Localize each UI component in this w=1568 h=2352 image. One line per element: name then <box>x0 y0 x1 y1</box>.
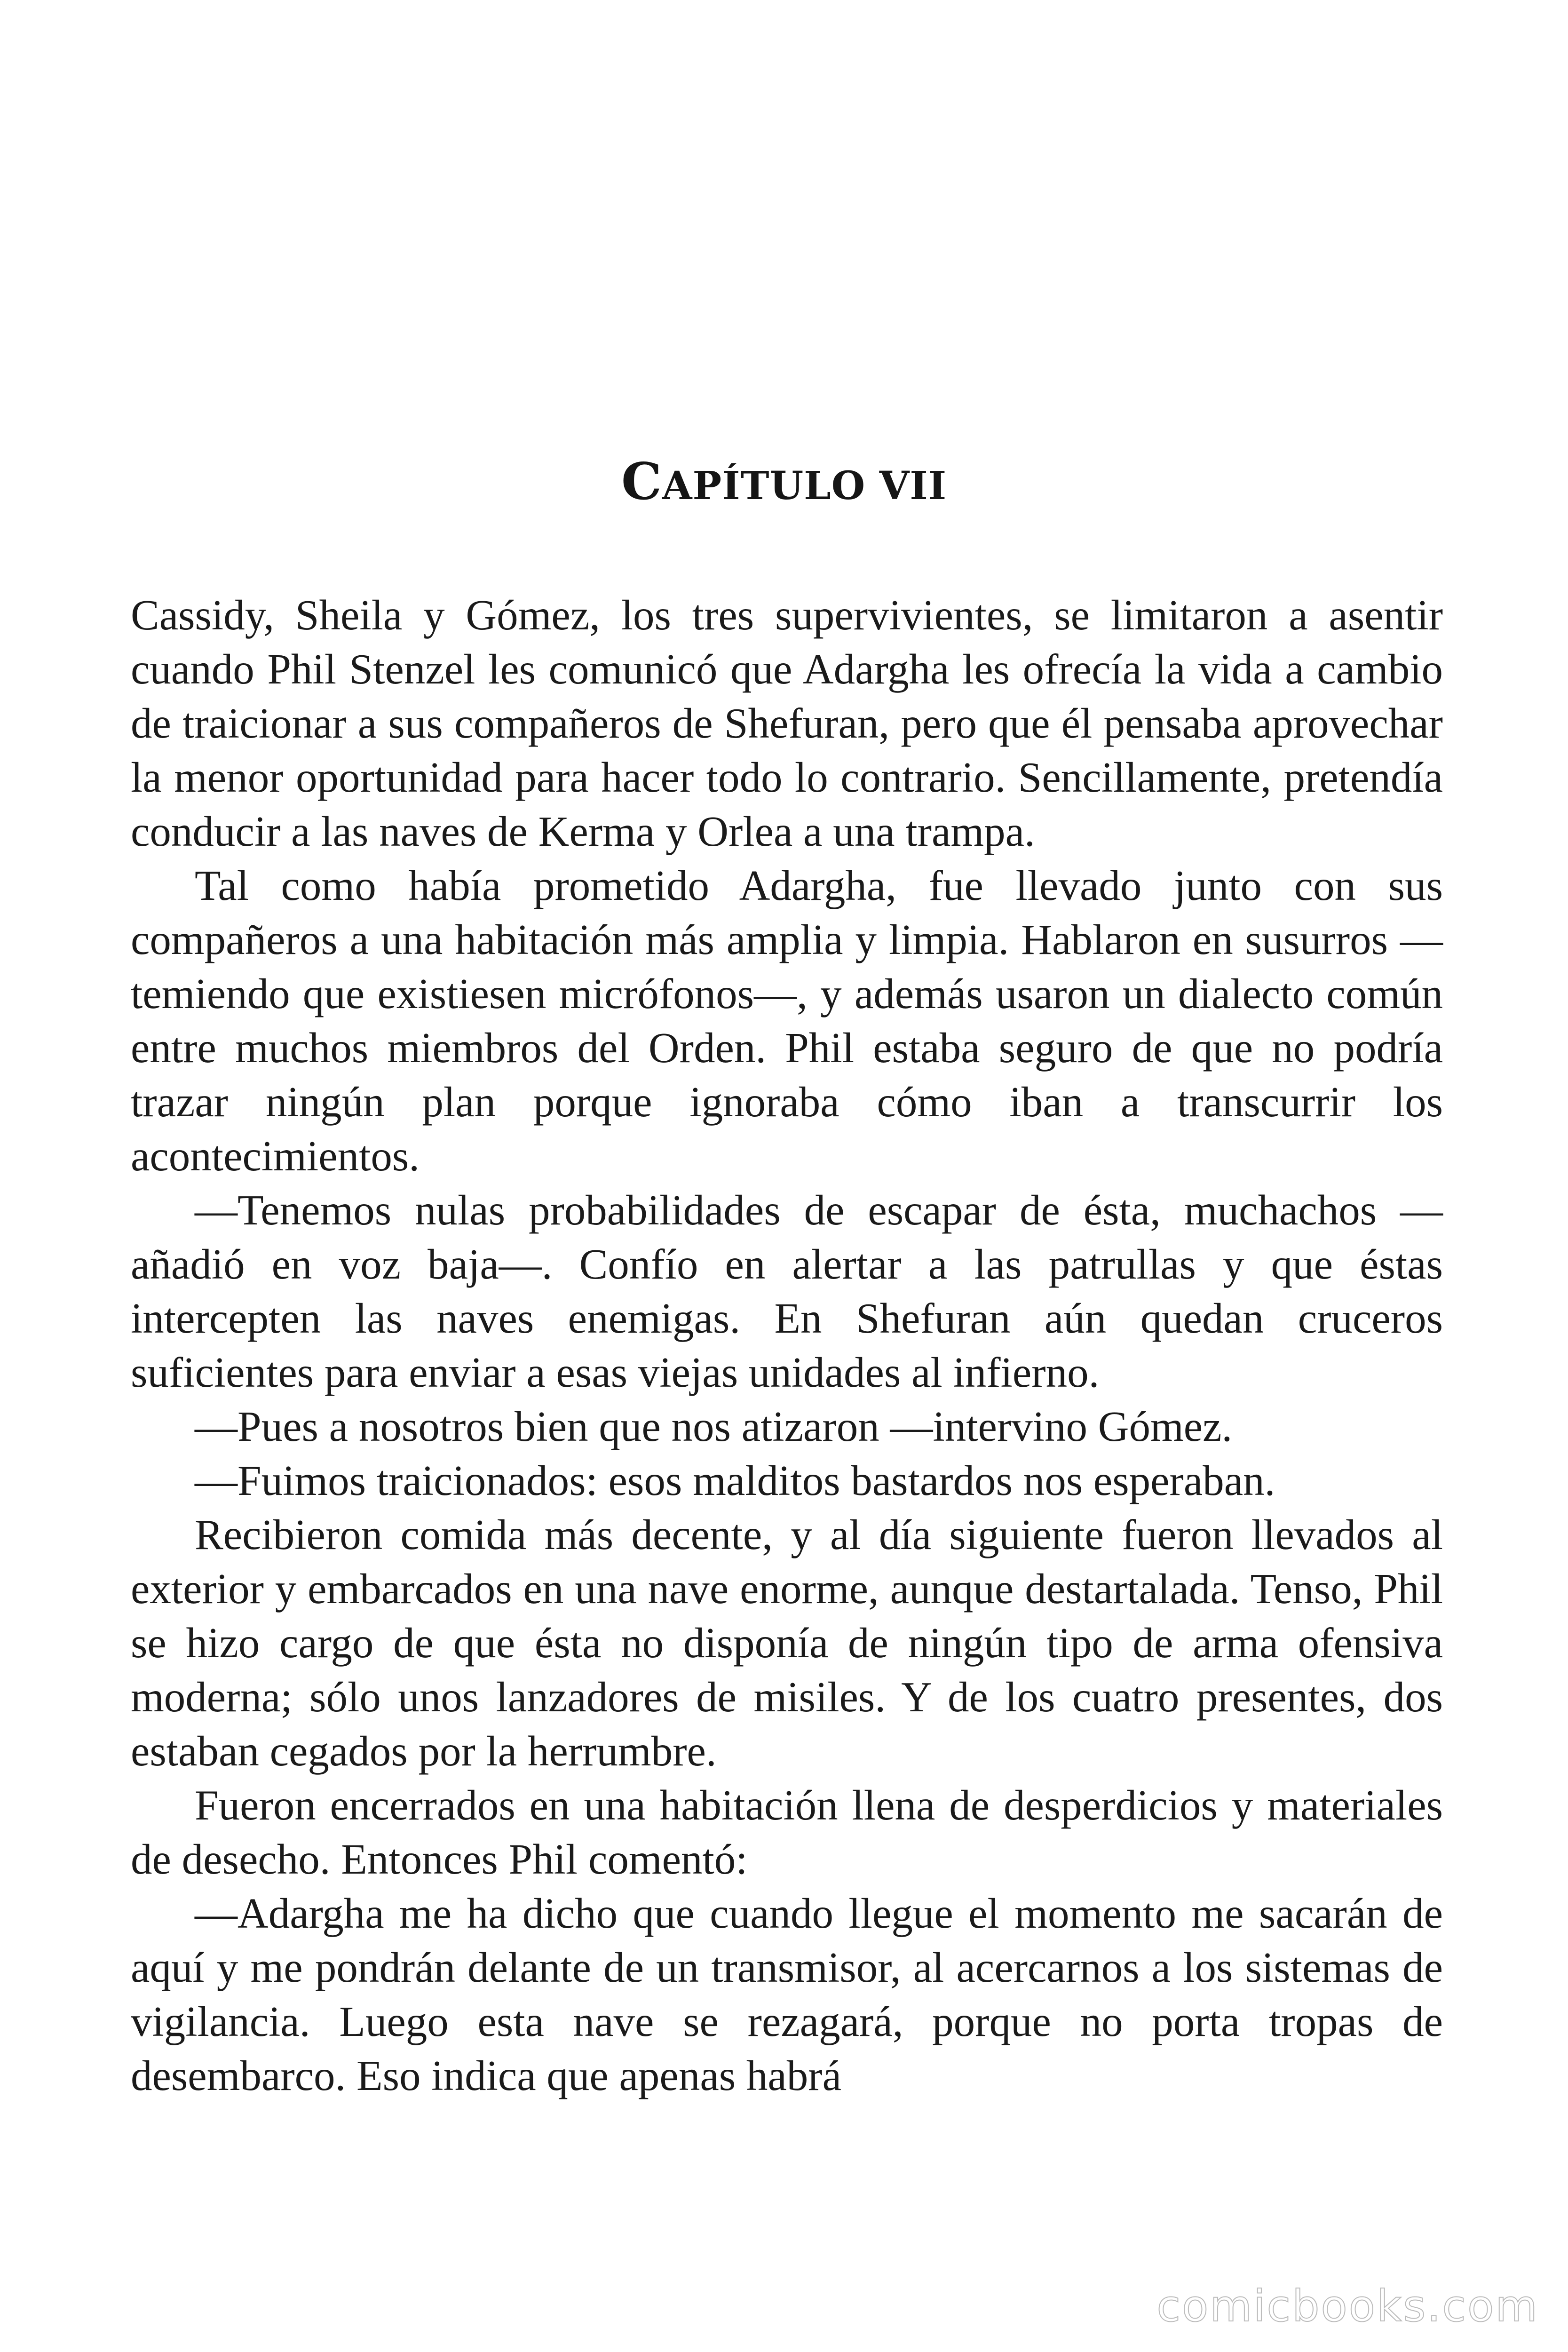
watermark-text: comicbooks.com <box>1156 2281 1539 2331</box>
paragraph-6: Recibieron comida más decente, y al día siguiente fueron llevados al exterior y embarcados en una nave enorme, aunque destartalada. Tenso, Phil se hizo cargo de que ésta no disponía de ningún tipo de arma ofensiva moderna; sólo unos lanzadores de misiles. Y de los cuatro presentes, dos estaban cegados por la herrumbre. <box>131 1511 1443 1775</box>
paragraph-8: —Adargha me ha dicho que cuando llegue el momento me sacarán de aquí y me pondrán delante de un transmisor, al acercarnos a los sistemas de vigilancia. Luego esta nave se rezagará, porque no porta tropas de desembarco. Eso indica que apenas habrá <box>131 1890 1443 2099</box>
paragraph-2: Tal como había prometido Adargha, fue llevado junto con sus compañeros a una habitación más amplia y limpia. Hablaron en susurros —temiendo que existiesen micrófonos—, y además usaron un dialecto común entre muchos miembros del Orden. Phil estaba seguro de que no podría trazar ningún plan porque ignoraba cómo iban a transcurrir los acontecimientos. <box>131 862 1443 1180</box>
chapter-title-initial: C <box>621 452 662 511</box>
paragraph-3: —Tenemos nulas probabilidades de escapar de ésta, muchachos —añadió en voz baja—. Confío en alertar a las patrullas y que éstas intercepten las naves enemigas. En Shefuran aún quedan cruceros suficientes para enviar a esas viejas unidades al infierno. <box>131 1186 1443 1396</box>
chapter-body <box>131 588 1443 2103</box>
chapter-title-rest: APÍTULO VII <box>662 463 947 509</box>
paragraph-4: —Pues a nosotros bien que nos atizaron —intervino Gómez. <box>195 1403 1233 1450</box>
paragraph-5: —Fuimos traicionados: esos malditos bastardos nos esperaban. <box>195 1457 1275 1504</box>
chapter-title <box>0 452 1568 513</box>
paragraph-7: Fueron encerrados en una habitación llena de desperdicios y materiales de desecho. Entonces Phil comentó: <box>131 1781 1443 1883</box>
paragraph-1: Cassidy, Sheila y Gómez, los tres supervivientes, se limitaron a asentir cuando Phil Stenzel les comunicó que Adargha les ofrecía la vida a cambio de traicionar a sus compañeros de Shefuran, pero que él pensaba aprovechar la menor oportunidad para hacer todo lo contrario. Sencillamente, pretendía conducir a las naves de Kerma y Orlea a una trampa. <box>131 591 1443 855</box>
